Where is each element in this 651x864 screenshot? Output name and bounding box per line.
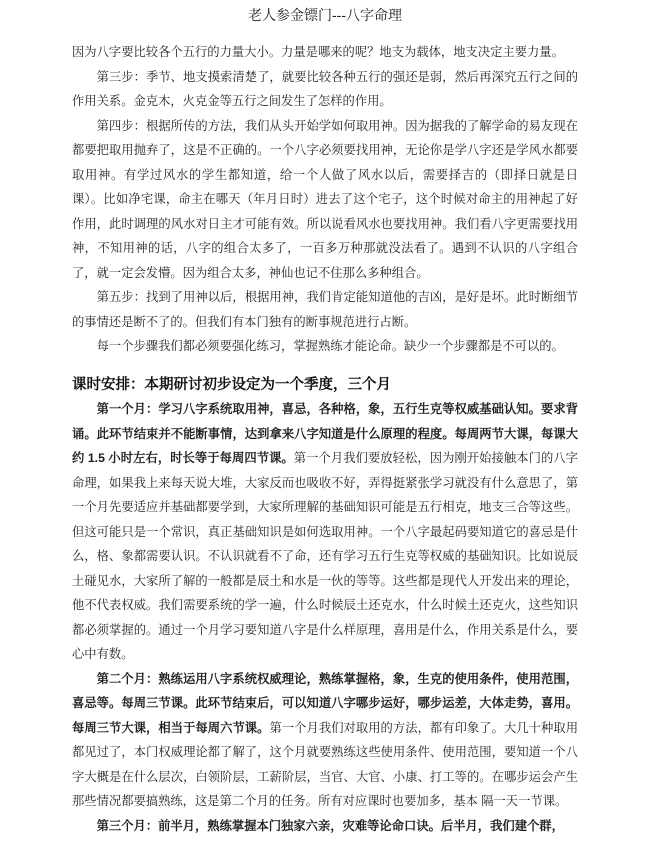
month-1-body: 第一个月我们要放轻松，因为刚开始接触本门的八字命理，如果我上来每天说大堆，大家反而也吸收不好，弄得挺紧张学习就没有什么意思了，第一个月先要适应并基础都要学到，大家所理解的基础知识可能是五行相克，地支三合等这些。但这可能只是一个常识，真正基础知识是如何选取用神。一个八字最起码要知道它的喜忌是什么，格、象都需要认识。不认识就看不了命，还有学习五行生克等权威的基础知识。比如说辰土碰见水，大家所了解的一般都是辰土和水是一伙的等等。这些都是现代人开发出来的理论，他不代表权威。我们需要系统的学一遍，什么时候辰土还克水，什么时候土还克火，这些知识都必须掌握的。通过一个月学习要知道八字是什么样原理，喜用是什么，作用关系是什么，要心中有数。 [72,451,578,661]
paragraph-intro: 因为八字要比较各个五行的力量大小。力量是哪来的呢？地支为载体，地支决定主要力量。 [72,45,564,59]
paragraph-step-4: 第四步：根据所传的方法，我们从头开始学如何取用神。因为据我的了解学命的易友现在都要把取用抛弃了，这是不正确的。一个八字必须要找用神，无论你是学八字还是学风水都要取用神。有学过风水的学生都知道，给一个人做了风水以后，需要择吉的（即择日就是日课）。比如净宅课，命主在哪天（年月日时）进去了这个宅子，这个时候对命主的用神起了好作用，此时调理的风水对日主才可能有效。所以说看风水也要找用神。我们看八字更需要找用神，不知用神的话，八字的组合太多了，一百多万种那就没法看了。遇到不认识的八字组合了，就一定会发懵。因为组合太多，神仙也记不住那么多种组合。 [72,118,578,280]
month-2-body: 第一个月我们对取用的方法，都有印象了。大几十种取用都见过了，本门权威理论都了解了，这个月就要熟练这些使用条件、使用范围，要知道一个八字大概是在什么层次，白领阶层，工薪阶层，当官、大官、小康、打工等的。在哪步运会产生那些情况都要搞熟练，这是第二个月的任务。所有对应课时也要加多，基本 隔一天一节课。 [72,720,578,808]
paragraph-month-2 [72,667,578,814]
month-2-bold-lead: 第二个月：熟练运用八字系统权威理论，熟练掌握格，象，生克的使用条件，使用范围，喜忌等。每周三节课。此环节结束后，可以知道八字哪步运好，哪步运差，大体走势，喜用。每周三节大课，相当于每周六节课。 [72,671,578,735]
paragraph-month-3 [72,814,578,839]
section-heading-schedule: 课时安排：本期研讨初步设定为一个季度，三个月 [72,376,391,393]
paragraph-practice-note: 每一个步骤我们都必须要强化练习，掌握熟练才能论命。缺少一个步骤都是不可以的。 [96,339,564,353]
paragraph-step-5: 第五步：找到了用神以后，根据用神，我们肯定能知道他的吉凶，是好是坏。此时断细节的事情还是断不了的。但我们有本门独有的断事规范进行占断。 [72,290,578,329]
month-3-bold-lead: 第三个月：前半月，熟练掌握本门独家六亲，灾难等论命口诀。后半月，我们建个群， [96,818,564,833]
paragraph-step-3: 第三步：季节、地支摸索清楚了，就要比较各种五行的强还是弱，然后再深究五行之间的作用关系。金克木，火克金等五行之间发生了怎样的作用。 [72,69,578,108]
paragraph-month-1 [72,397,578,667]
document-title: 老人参金镖门---八字命理 [248,7,402,23]
month-1-bold-lead: 第一个月：学习八字系统取用神，喜忌，各种格，象，五行生克等权威基础认知。要求背诵。此环节结束并不能断事情，达到拿来八字知道是什么原理的程度。每周两节大课，每课大约 1.5 小时左右，时长等于每周四节课。 [72,402,578,465]
